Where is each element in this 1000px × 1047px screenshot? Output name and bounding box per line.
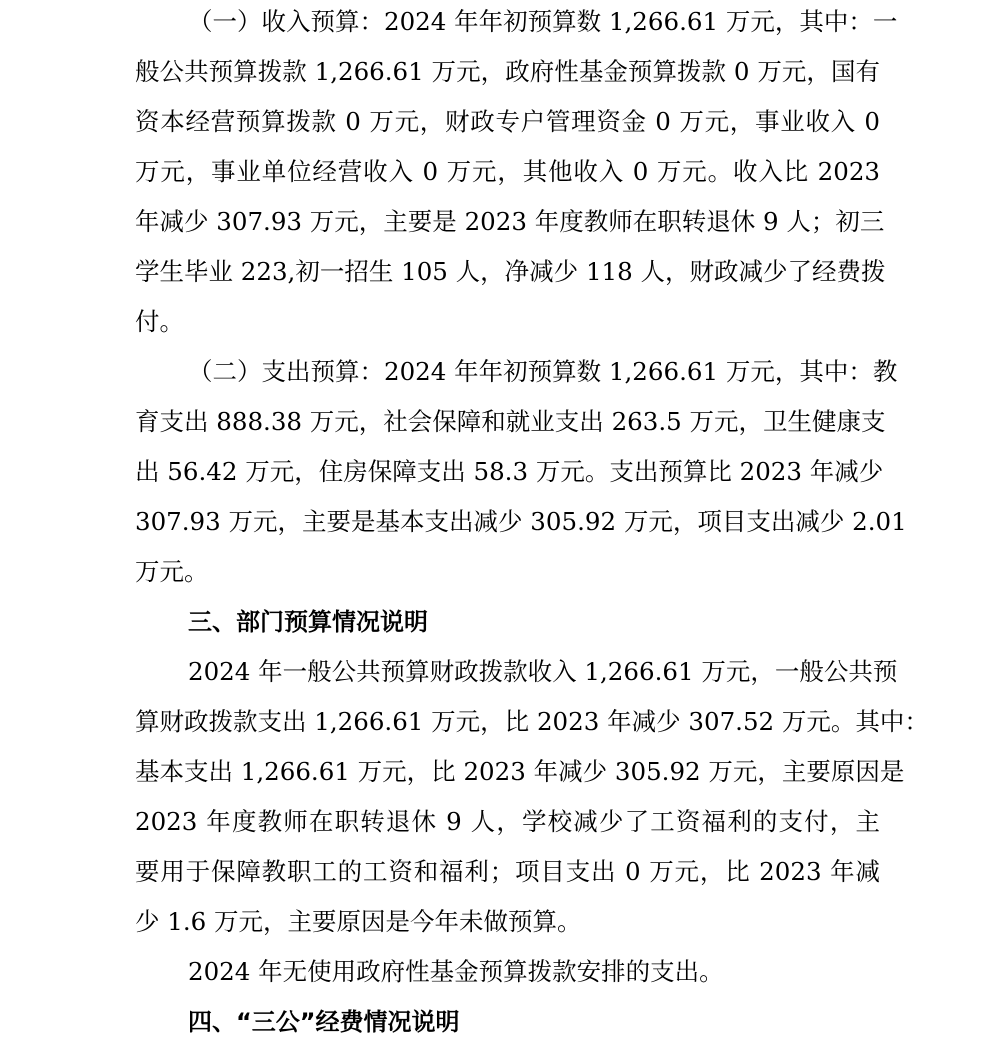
paragraph-line: 2024 年无使用政府性基金预算拨款安排的支出。 [188,957,724,986]
paragraph-line: 资本经营预算拨款 0 万元，财政专户管理资金 0 万元，事业收入 0 [135,107,880,136]
paragraph-line: 付。 [135,307,184,336]
paragraph-line: 般公共预算拨款 1,266.61 万元，政府性基金预算拨款 0 万元，国有 [135,57,880,86]
paragraph-line: 年减少 307.93 万元，主要是 2023 年度教师在职转退休 9 人；初三 [135,207,885,236]
paragraph-line: 万元，事业单位经营收入 0 万元，其他收入 0 万元。收入比 2023 [135,157,880,186]
paragraph-line: 万元。 [135,557,209,586]
paragraph-line: 2023 年度教师在职转退休 9 人，学校减少了工资福利的支付，主 [135,807,880,836]
paragraph-line: 要用于保障教职工的工资和福利；项目支出 0 万元，比 2023 年减 [135,857,880,886]
paragraph-line: 算财政拨款支出 1,266.61 万元，比 2023 年减少 307.52 万元。其中： [135,707,929,736]
section-heading: 四、“三公”经费情况说明 [188,1008,460,1036]
paragraph-line: （一）收入预算：2024 年年初预算数 1,266.61 万元，其中：一 [188,7,898,36]
paragraph-line: 2024 年一般公共预算财政拨款收入 1,266.61 万元，一般公共预 [188,657,898,686]
paragraph-line: 基本支出 1,266.61 万元，比 2023 年减少 305.92 万元，主要原因是 [135,757,905,786]
paragraph-line: 少 1.6 万元，主要原因是今年未做预算。 [135,907,582,936]
paragraph-line: 育支出 888.38 万元，社会保障和就业支出 263.5 万元，卫生健康支 [135,407,886,436]
paragraph-line: 307.93 万元，主要是基本支出减少 305.92 万元，项目支出减少 2.01 [135,507,907,536]
paragraph-line: 学生毕业 223,初一招生 105 人，净减少 118 人，财政减少了经费拨 [135,257,886,286]
paragraph-line: 出 56.42 万元，住房保障支出 58.3 万元。支出预算比 2023 年减少 [135,457,884,486]
section-heading: 三、部门预算情况说明 [188,608,428,636]
paragraph-line: （二）支出预算：2024 年年初预算数 1,266.61 万元，其中：教 [188,357,898,386]
